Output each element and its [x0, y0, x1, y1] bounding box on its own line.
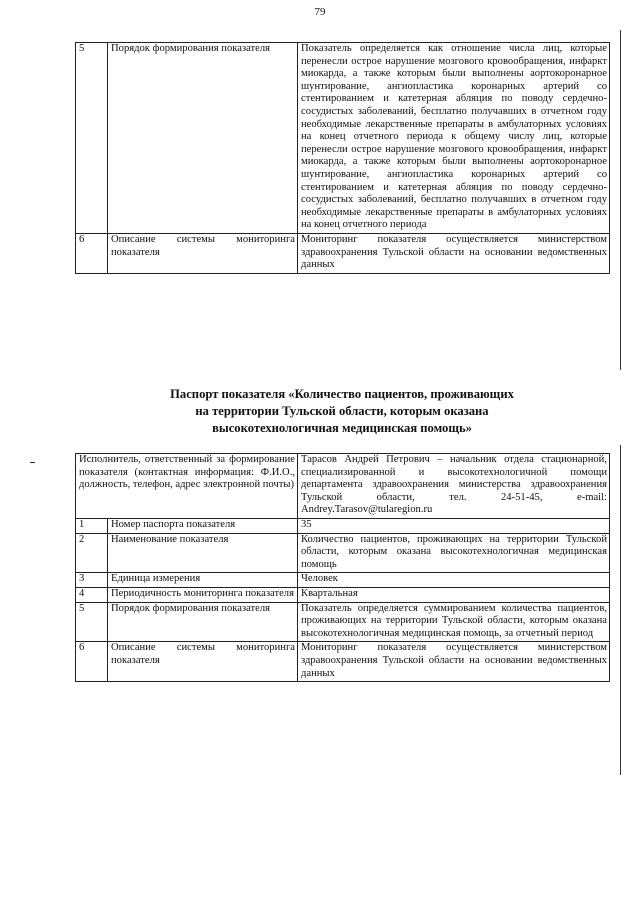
table-row: [76, 533, 610, 573]
row-label: Описание системы мониторинга показателя: [108, 642, 298, 682]
passport-title-line: высокотехнологичная медицинская помощь»: [212, 421, 472, 435]
table-row: [76, 587, 610, 602]
row-label: Единица измерения: [108, 573, 298, 588]
row-value: Количество пациентов, проживающих на территории Тульской области, которым оказана высокотехнологичная медицинская помощь: [298, 533, 610, 573]
row-value: Квартальная: [298, 587, 610, 602]
row-value: Мониторинг показателя осуществляется министерством здравоохранения Тульской области на основании ведомственных данных: [298, 233, 610, 273]
executor-label: Исполнитель, ответственный за формирование показателя (контактная информация: Ф.И.О., должность, телефон, адрес электронной почты): [76, 454, 298, 519]
row-number: 3: [76, 573, 108, 588]
row-label: Наименование показателя: [108, 533, 298, 573]
row-label: Номер паспорта показателя: [108, 518, 298, 533]
row-label: Описание системы мониторинга показателя: [108, 233, 298, 273]
table-row: [76, 642, 610, 682]
row-number: 2: [76, 533, 108, 573]
row-label: Порядок формирования показателя: [108, 43, 298, 234]
row-value: Человек: [298, 573, 610, 588]
row-number: 1: [76, 518, 108, 533]
row-value: Мониторинг показателя осуществляется министерством здравоохранения Тульской области на основании ведомственных данных: [298, 642, 610, 682]
scan-edge-mark: [30, 462, 35, 463]
passport-title: [75, 386, 609, 437]
scan-edge-mark: [620, 30, 621, 370]
row-number: 5: [76, 43, 108, 234]
executor-value: Тарасов Андрей Петрович – начальник отдела стационарной, специализированной и высокотехнологичной помощи департамента здравоохранения министерства здравоохранения Тульской области, тел. 24-51-45, e-mail: Andrey.Tarasov@tularegion.ru: [298, 454, 610, 519]
table-row: [76, 602, 610, 642]
table-row: [76, 43, 610, 234]
page-number: 79: [314, 6, 326, 18]
scan-edge-mark: [620, 445, 621, 775]
row-number: 4: [76, 587, 108, 602]
row-value: Показатель определяется как отношение числа лиц, которые перенесли острое нарушение мозгового кровообращения, инфаркт миокарда, а также которым были выполнены аортокоронарное шунтирование, ангиопластика коронарных артерий со стентированием и катетерная абляция по поводу сердечно-сосудистых заболеваний, бесплатно получавших в отчетном году необходимые лекарственные препараты в амбулаторных условиях на конец отчетного периода к общему числу лиц, которые перенесли острое нарушение мозгового кровообращения, инфаркт миокарда, а также которым были выполнены аортокоронарное шунтирование, ангиопластика коронарных артерий со стентированием и катетерная абляция по поводу сердечно-сосудистых заболеваний, бесплатно получавших в отчетном году необходимые лекарственные препараты в амбулаторных условиях на конец отчетного периода: [298, 43, 610, 234]
row-value: Показатель определяется суммированием количества пациентов, проживающих на территории Тульской области, которым оказана высокотехнологичная медицинская помощь, за отчетный период: [298, 602, 610, 642]
row-label: Периодичность мониторинга показателя: [108, 587, 298, 602]
passport-title-line: Паспорт показателя «Количество пациентов, проживающих: [170, 387, 514, 401]
indicator-passport-table: [75, 453, 610, 682]
row-number: 5: [76, 602, 108, 642]
table-row-executor: [76, 454, 610, 519]
table-row: [76, 233, 610, 273]
table-row: [76, 518, 610, 533]
row-value: 35: [298, 518, 610, 533]
table-row: [76, 573, 610, 588]
indicator-table-continued: [75, 42, 610, 274]
passport-title-line: на территории Тульской области, которым оказана: [195, 404, 489, 418]
row-number: 6: [76, 642, 108, 682]
row-label: Порядок формирования показателя: [108, 602, 298, 642]
row-number: 6: [76, 233, 108, 273]
